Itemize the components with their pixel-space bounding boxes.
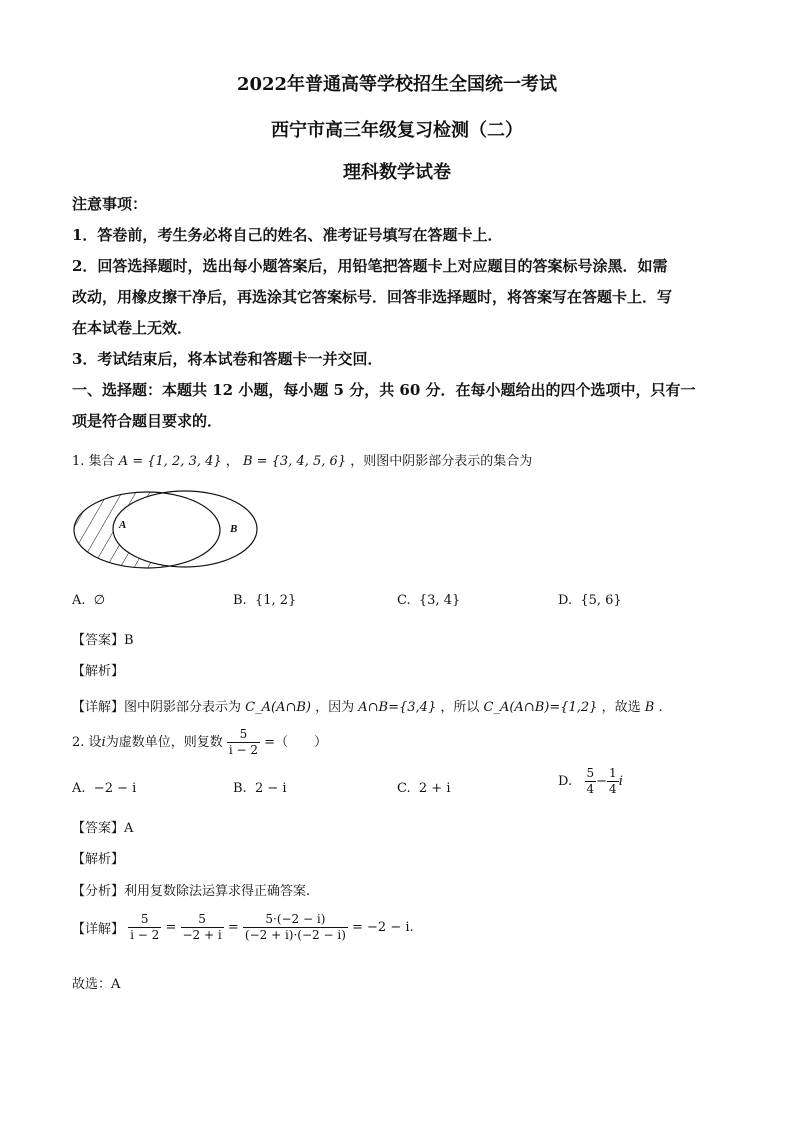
q2-f1-num: 5: [140, 912, 149, 926]
q1-option-c: [397, 593, 460, 608]
q1-option-b-letter: B.: [233, 593, 247, 608]
q1-detail-mid1: ，因为: [315, 700, 355, 715]
q2-option-d-letter: D.: [558, 774, 573, 789]
q1-option-b: [233, 593, 296, 608]
q2-stem: [72, 727, 327, 758]
q2-option-c-letter: C.: [397, 781, 411, 796]
q2-f2-num: 5: [198, 912, 206, 926]
q2-optD-minus: −: [596, 774, 608, 789]
notice-item-2a: 2．回答选择题时，选出每小题答案后，用铅笔把答题卡上对应题目的答案标号涂黑．如需: [72, 257, 668, 275]
notice-item-2c: 在本试卷上无效．: [72, 319, 193, 337]
q2-i-symbol: i: [101, 735, 106, 750]
venn-label-a: A: [119, 519, 127, 531]
q1-stem: [72, 450, 532, 469]
q2-optD-i: i: [618, 774, 623, 789]
q2-mid: 为虚数单位，则复数: [105, 735, 223, 750]
q1-option-a: [72, 593, 105, 608]
q2-detail-prefix: 【详解】: [72, 922, 125, 937]
q2-analysis: 【解析】: [72, 852, 125, 867]
q1-detail-prefix: 【详解】图中阴影部分表示为: [72, 700, 242, 715]
q2-fenxi: 【分析】利用复数除法运算求得正确答案.: [72, 884, 311, 899]
q2-eq1: =: [165, 920, 177, 935]
q2-optD-frac2: [607, 766, 619, 797]
q2-optD-num1: 5: [586, 766, 595, 780]
q1-option-c-letter: C.: [397, 593, 411, 608]
q1-detail: [72, 696, 663, 715]
q1-detail-choice: B: [644, 700, 655, 715]
q2-option-b: [233, 781, 287, 796]
q2-eq2: =: [227, 920, 239, 935]
q2-detail: [72, 912, 414, 943]
exam-title: 2022年普通高等学校招生全国统一考试: [236, 74, 558, 95]
q1-option-a-text: ∅: [93, 593, 106, 608]
q2-end: .: [409, 920, 414, 935]
q2-option-a-letter: A.: [72, 781, 86, 796]
q2-option-b-letter: B.: [233, 781, 247, 796]
notice-item-1: 1．答卷前，考生务必将自己的姓名、准考证号填写在答题卡上．: [72, 226, 503, 244]
q2-optD-den1: 4: [586, 782, 595, 796]
q2-frac-num: 5: [239, 727, 248, 741]
q1-prefix: 1. 集合: [72, 454, 115, 469]
q2-option-c: [397, 781, 450, 796]
notice-item-2b: 改动，用橡皮擦干净后，再选涂其它答案标号．回答非选择题时，将答案写在答题卡上．写: [72, 288, 673, 306]
q1-set-a: A = {1, 2, 3, 4}: [118, 454, 222, 469]
q2-prefix: 2. 设: [72, 735, 102, 750]
q2-optD-num2: 1: [609, 766, 617, 780]
q1-option-d: [558, 593, 622, 608]
q2-f3-num: 5·(−2 − i): [265, 912, 326, 926]
notice-item-3: 3．考试结束后，将本试卷和答题卡一并交回．: [72, 350, 383, 368]
section-heading-b: 项是符合题目要求的．: [72, 412, 223, 430]
q2-detail-frac2: [181, 912, 224, 943]
q2-optD-den2: 4: [609, 782, 617, 796]
q1-option-c-text: {3, 4}: [418, 593, 461, 608]
q1-comma: ，: [225, 454, 239, 469]
q1-detail-mid3: ，故选: [601, 700, 641, 715]
q2-choose: 故选：A: [72, 977, 121, 992]
q2-suffix: =（ ）: [264, 735, 328, 750]
venn-diagram: [70, 486, 280, 572]
q1-detail-expr3: C_A(A∩B)={1,2}: [483, 700, 598, 715]
q2-f1-den: i − 2: [130, 928, 160, 942]
q1-detail-mid2: ，所以: [440, 700, 480, 715]
section-heading-a: 一、选择题：本题共 12 小题，每小题 5 分，共 60 分．在每小题给出的四个选项中，只有一: [72, 381, 696, 399]
q2-frac-den: i − 2: [228, 743, 259, 757]
q2-option-a-text: −2 − i: [93, 781, 137, 796]
q2-option-a: [72, 781, 136, 796]
q2-fraction: [227, 727, 260, 758]
q2-f3-den: (−2 + i)·(−2 − i): [244, 928, 346, 942]
venn-label-b: B: [230, 523, 238, 535]
notice-title: 注意事项：: [72, 195, 148, 213]
q1-option-d-letter: D.: [558, 593, 573, 608]
q2-detail-frac1: [128, 912, 161, 943]
q1-option-a-letter: A.: [72, 593, 86, 608]
q1-set-b: B = {3, 4, 5, 6}: [242, 454, 347, 469]
q2-optD-frac1: [585, 766, 597, 797]
q2-option-b-text: 2 − i: [254, 781, 287, 796]
q1-detail-end: .: [658, 700, 663, 715]
exam-subtitle: 西宁市高三年级复习检测（二）: [271, 120, 523, 141]
q1-detail-expr2: A∩B={3,4}: [358, 700, 437, 715]
q1-suffix: ，则图中阴影部分表示的集合为: [350, 454, 533, 469]
q2-detail-frac3: [243, 912, 348, 943]
q2-option-d: [558, 766, 623, 797]
q1-option-d-text: {5, 6}: [580, 593, 622, 608]
q1-answer: 【答案】B: [72, 633, 134, 648]
q2-option-c-text: 2 + i: [418, 781, 451, 796]
q2-f2-den: −2 + i: [182, 928, 222, 942]
q1-option-b-text: {1, 2}: [254, 593, 297, 608]
exam-subject: 理科数学试卷: [343, 162, 451, 183]
q2-result: = −2 − i: [352, 920, 410, 935]
q1-detail-expr1: C_A(A∩B): [245, 700, 311, 715]
q1-analysis: 【解析】: [72, 664, 125, 679]
q2-answer: 【答案】A: [72, 821, 134, 836]
